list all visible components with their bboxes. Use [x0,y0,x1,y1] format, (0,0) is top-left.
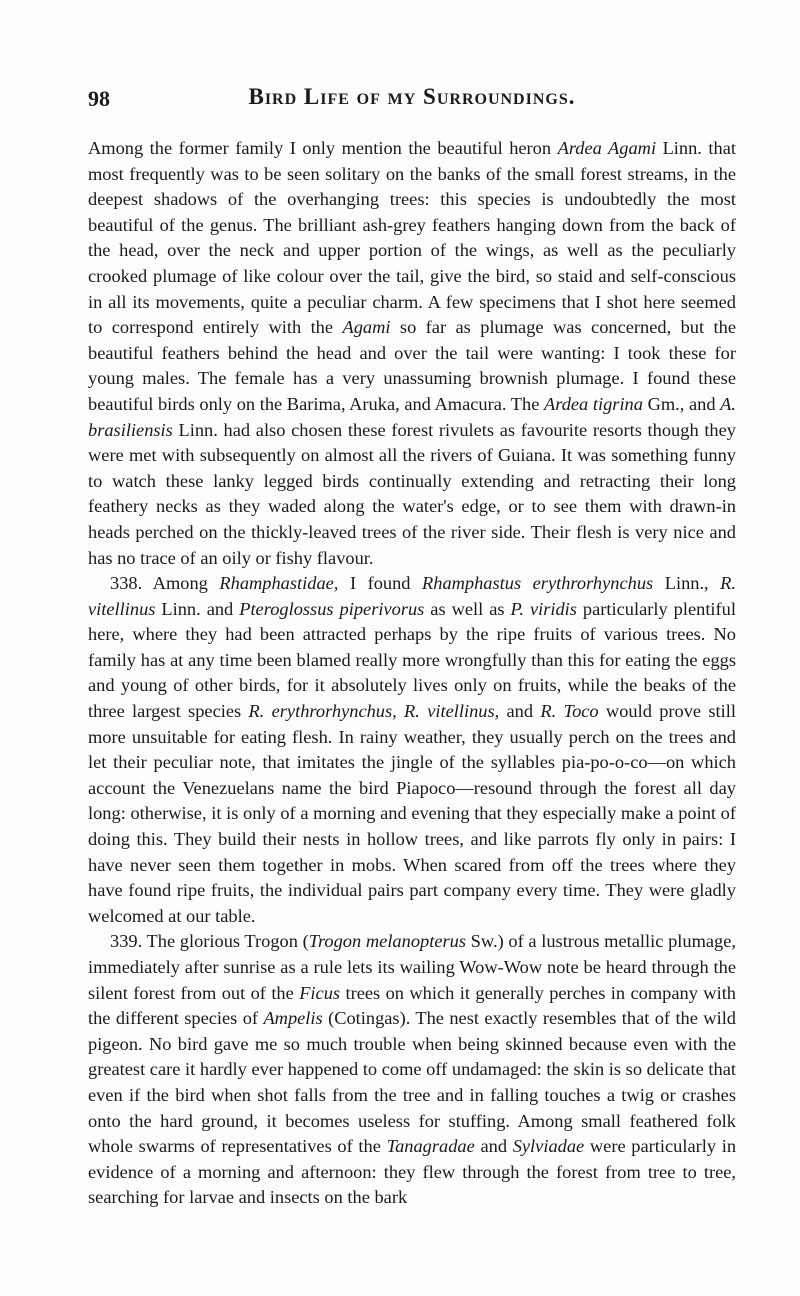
paragraph-339 [88,929,736,1211]
text-run: I found [338,573,423,594]
text-run: Gm., and [642,393,721,414]
italic-text: Agami [342,317,391,338]
italic-text: Pteroglossus piperivorus [239,598,425,619]
body-text [88,136,736,1211]
running-head: Bird Life of my Surroundings. [248,84,576,109]
text-run: (Cotingas). The nest exactly resembles that of the wild pigeon. No bird gave me so much trouble when being skinned because even with the greatest care it hardly ever happened to come off undamaged: the skin is so delicate that even if the bird when shot falls from the tree and in falling touches a twig or crashes onto the hard ground, it becomes useless for stuffing. Among small feathered folk whole swarms of representatives of the [88,1008,736,1157]
text-run: The glorious Trogon ( [142,931,309,952]
text-run: Among [142,573,220,594]
text-run: Linn. and [155,598,240,619]
paragraph-338 [88,571,736,929]
italic-text: Rhamphastidae, [219,573,339,594]
page-number: 98 [88,86,110,111]
italic-text: Tanagradae [386,1136,475,1157]
text-run: Among the former family I only mention the beautiful heron [88,138,558,158]
text-run: Linn. that most frequently was to be seen solitary on the banks of the small forest streams, in the deepest shadows of the overhanging trees: this species is undoubtedly the most beautiful of the genus. The brilliant ash-grey feathers hanging down from the back of the head, over the neck and upper portion of the wings, as well as the peculiarly crooked plumage of like colour over the tail, give the bird, so staid and self-conscious in all its movements, quite a peculiar charm. A few specimens that I shot here seemed to correspond entirely with the [88,138,736,338]
italic-text: Ardea tigrina [543,393,643,414]
text-run: trees on which it generally perches in company with the different species of [88,982,736,1029]
italic-text: Trogon melanopterus [308,931,466,952]
page-header [88,80,736,120]
paragraph-number: 339. [110,931,143,952]
italic-text: Ardea Agami [557,138,657,158]
text-run: so far as plumage was concerned, but the beautiful feathers behind the head and over the tail were wanting: I took these for young males. The female has a very unassuming brownish plumage. I found these beautiful birds only on the Barima, Aruka, and Amacura. The [88,317,736,414]
text-run: would prove still more unsuitable for eating flesh. In rainy weather, they usually perch on the trees and let their peculiar note, that imitates the jingle of the syllables pia-po-o-co—on which account the Venezuelans name the bird Piapoco—resound through the forest all day long: otherwise, it is only of a morning and evening that they especially make a point of doing this. They build their nests in hollow trees, and like parrots fly only in pairs: I have never seen them together in mobs. When scared from off the trees where they have found ripe fruits, the individual pairs part company every time. They were gladly welcomed at our table. [88,701,736,926]
italic-text: P. viridis [510,598,577,619]
italic-text: Rhamphastus erythrorhynchus [422,573,654,594]
italic-text: R. vitellinus [88,573,737,619]
text-run: were particularly in evidence of a morning and afternoon: they flew through the forest from tree to tree, searching for larvae and insects on the bark [88,1136,737,1208]
italic-text: A. brasiliensis [88,393,736,440]
italic-text: R. Toco [540,701,599,722]
text-run: and [499,701,541,722]
text-run: Sw.) of a lustrous metallic plumage, immediately after sunrise as a rule lets its wailing Wow-Wow note be heard through the silent forest from out of the [88,931,736,1003]
italic-text: R. erythrorhynchus, R. vitellinus, [248,701,500,722]
italic-text: Sylviadae [512,1136,585,1157]
italic-text: Ampelis [263,1008,323,1029]
text-run: as well as [424,598,511,619]
italic-text: Ficus [299,982,341,1003]
text-run: particularly plentiful here, where they had been attracted perhaps by the ripe fruits of various trees. No family has at any time been blamed really more wrongfully than this for eating the eggs and young of other birds, for it absolutely lives only on fruits, while the beaks of the three largest species [88,598,736,722]
paragraph-heron [88,136,736,571]
paragraph-number: 338. [110,573,143,594]
text-run: and [474,1136,513,1157]
text-run: Linn., [653,573,721,594]
text-run: Linn. had also chosen these forest rivulets as favourite resorts though they were met with subsequently on almost all the rivers of Guiana. It was something funny to watch these lanky legged birds continually extending and retracting their long feathery necks as they waded along the water's edge, or to see them with drawn-in heads perched on the thickly-leaved trees of the river side. Their flesh is very nice and has no trace of an oily or fishy flavour. [88,419,736,568]
